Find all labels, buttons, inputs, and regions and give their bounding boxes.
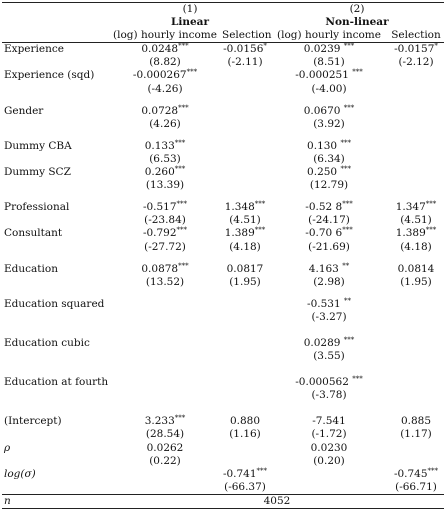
table-row	[2, 481, 444, 495]
row-label: ρ	[4, 441, 11, 454]
stat-cell: (0.20)	[313, 454, 345, 467]
row-label: Education	[4, 262, 58, 275]
stat-cell: (6.34)	[313, 152, 345, 165]
coef-cell: -7.541	[312, 415, 346, 428]
row-label: (Intercept)	[4, 415, 62, 428]
table-row	[2, 350, 444, 363]
coef-cell: -0.0157*	[388, 43, 444, 57]
table-row	[2, 276, 444, 289]
coef-cell: 0.0230	[310, 441, 348, 454]
coef-cell: 3.233***	[144, 414, 186, 428]
table-row	[2, 428, 444, 441]
table-row	[2, 311, 444, 324]
table-row	[2, 43, 444, 57]
table-row	[2, 69, 444, 82]
coef-cell: 0.0248***	[110, 43, 220, 57]
coef-cell: -0.517***	[142, 200, 188, 214]
row-label: Professional	[4, 201, 70, 214]
coef-cell: 4.163 **	[308, 261, 350, 275]
coef-cell: 0.880	[229, 415, 261, 428]
model2-number: (2)	[270, 3, 444, 17]
coef-cell: -0.70 6***	[305, 226, 353, 240]
stat-cell: (13.39)	[145, 179, 185, 192]
table-row	[2, 389, 444, 402]
stat-cell: (1.95)	[400, 275, 432, 288]
table-row	[2, 140, 444, 153]
coef-cell: -0.745***	[393, 466, 439, 480]
table-row	[2, 455, 444, 468]
coef-cell: -0.792***	[142, 226, 188, 240]
coef-cell: 1.348***	[224, 200, 266, 214]
coef-cell: -0.52 8***	[305, 200, 353, 214]
row-label: Dummy CBA	[4, 139, 72, 152]
stat-cell: (3.92)	[313, 117, 345, 130]
stat-cell: (2.98)	[313, 275, 345, 288]
row-label: n	[2, 494, 110, 508]
row-label: Education squared	[4, 297, 105, 310]
stat-cell: (4.51)	[229, 214, 261, 227]
coef-cell: 1.389***	[224, 226, 266, 240]
row-label: Experience	[2, 43, 110, 57]
coef-cell: 0.0262	[146, 441, 184, 454]
col-income-header: (log) hourly income	[277, 29, 381, 42]
col-selection-header: Selection	[391, 29, 441, 42]
table-row	[2, 442, 444, 455]
coef-cell: 1.389***	[395, 226, 437, 240]
coef-cell: -0.000267***	[132, 68, 198, 82]
coef-cell: -0.0156*	[220, 43, 270, 57]
stat-cell: (13.52)	[145, 275, 185, 288]
coef-cell: 0.250 ***	[307, 165, 351, 179]
coef-cell: 0.0670 ***	[303, 103, 355, 117]
table-row	[2, 337, 444, 350]
stat-cell: (-23.84)	[144, 214, 186, 227]
table-row	[2, 263, 444, 276]
row-label: Consultant	[4, 227, 63, 240]
column-header-row	[2, 29, 444, 43]
row-label: Education cubic	[4, 336, 90, 349]
stat-cell: (4.18)	[400, 240, 432, 253]
table-row	[2, 298, 444, 311]
stat-cell: (-21.69)	[308, 240, 350, 253]
stat-cell: (0.22)	[149, 454, 181, 467]
table-row	[2, 241, 444, 254]
table-row	[2, 494, 444, 508]
stat-cell: (-2.11)	[227, 56, 263, 69]
coef-cell: 0.0814	[397, 262, 435, 275]
table-row	[2, 376, 444, 389]
coef-cell: 0.130 ***	[307, 138, 351, 152]
col-selection-header: Selection	[222, 29, 272, 42]
table-row	[2, 118, 444, 131]
col-income-header: (log) hourly income	[113, 29, 217, 42]
table-row	[2, 227, 444, 240]
table-row	[2, 56, 444, 69]
coef-cell: 0.0728***	[141, 103, 189, 117]
stat-cell: (-27.72)	[144, 240, 186, 253]
stat-cell: (3.55)	[313, 350, 345, 363]
table-row	[2, 105, 444, 118]
stat-cell: (-66.71)	[395, 480, 437, 493]
coef-cell: 0.885	[400, 415, 432, 428]
stat-cell: (-3.27)	[311, 310, 347, 323]
stat-cell: (4.51)	[400, 214, 432, 227]
table-row	[2, 153, 444, 166]
stat-cell: (1.95)	[229, 275, 261, 288]
coef-cell: 1.347***	[395, 200, 437, 214]
table-row	[2, 214, 444, 227]
stat-cell: (-3.78)	[311, 389, 347, 402]
model2-name: Non-linear	[325, 16, 389, 29]
table-row	[2, 166, 444, 179]
stat-cell: (4.18)	[229, 240, 261, 253]
stat-cell: (-66.37)	[224, 480, 266, 493]
row-label: Dummy SCZ	[4, 166, 71, 179]
row-label: Experience (sqd)	[4, 69, 95, 82]
stat-cell: (6.53)	[149, 152, 181, 165]
stat-cell: (1.16)	[229, 428, 261, 441]
coef-cell: 0.0878***	[141, 261, 189, 275]
stat-cell: (28.54)	[145, 428, 185, 441]
stat-cell: (-2.12)	[398, 56, 434, 69]
model-name-row	[2, 16, 444, 29]
observations-count: 4052	[110, 494, 444, 508]
stat-cell: (8.82)	[149, 56, 181, 69]
table-row	[2, 415, 444, 428]
table-row	[2, 83, 444, 96]
row-label: Gender	[4, 104, 44, 117]
coef-cell: -0.000562 ***	[295, 375, 363, 389]
coef-cell: 0.260***	[144, 165, 186, 179]
row-label: log(σ)	[4, 467, 36, 480]
stat-cell: (8.51)	[313, 56, 345, 69]
table-row	[2, 468, 444, 481]
model1-name: Linear	[170, 16, 210, 29]
stat-cell: (4.26)	[149, 117, 181, 130]
stat-cell: (12.79)	[309, 179, 349, 192]
row-label: Education at fourth	[4, 376, 109, 389]
coef-cell: -0.000251 ***	[295, 68, 363, 82]
stat-cell: (1.17)	[400, 428, 432, 441]
coef-cell: -0.531 **	[307, 296, 351, 310]
stat-cell: (-24.17)	[308, 214, 350, 227]
coef-cell: 0.0239 ***	[270, 43, 388, 57]
stat-cell: (-1.72)	[311, 428, 347, 441]
stat-cell: (-4.00)	[311, 82, 347, 95]
coef-cell: 0.0289 ***	[303, 335, 355, 349]
coef-cell: -0.741***	[222, 466, 268, 480]
coef-cell: 0.133***	[144, 138, 186, 152]
table-row	[2, 179, 444, 192]
table-row	[2, 201, 444, 214]
stat-cell: (-4.26)	[147, 82, 183, 95]
coef-cell: 0.0817	[226, 262, 264, 275]
model1-number: (1)	[110, 3, 270, 17]
model-number-row	[2, 3, 444, 17]
regression-table	[2, 2, 444, 509]
